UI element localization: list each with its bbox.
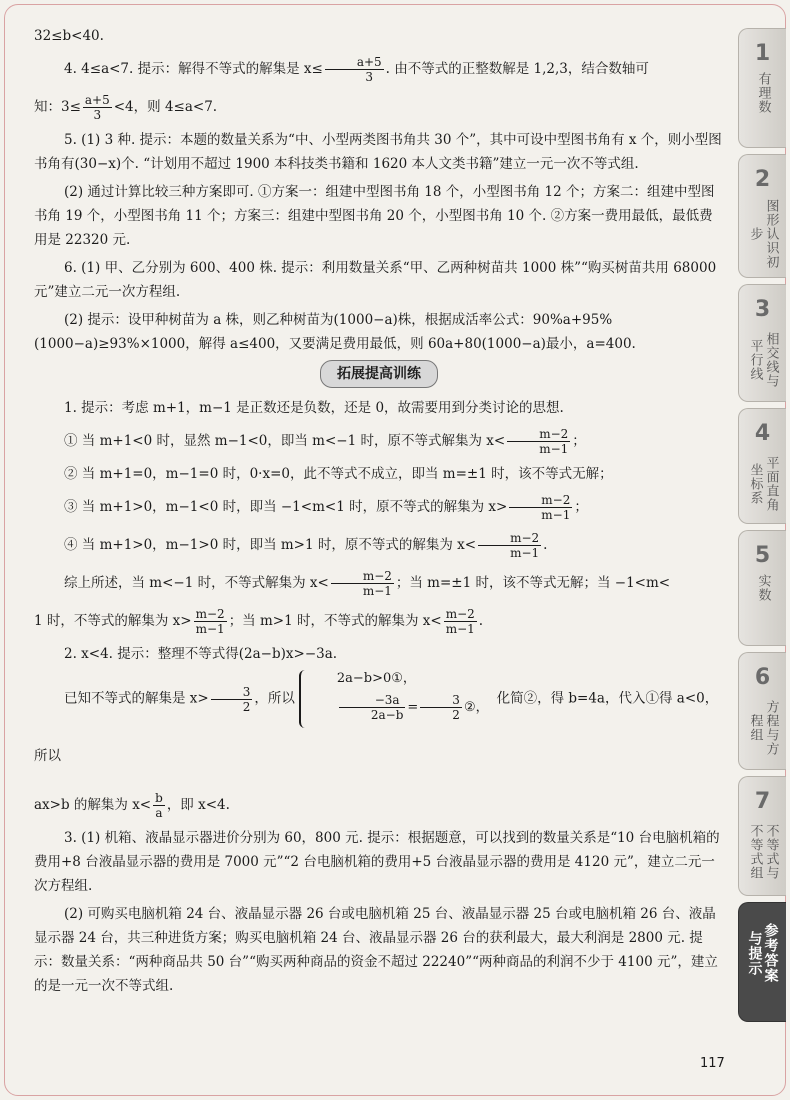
paragraph: (2) 提示：设甲种树苗为 a 株，则乙种树苗为(1000−a)株，根据成活率公式：90%a+95%(1000−a)≥93%×1000，解得 a≤400，又要满足费用最低，则 60a+80(1000−a)最小，a=400.: [34, 312, 636, 352]
fraction: $\frac{a+5}{3}$: [325, 55, 384, 84]
line: 知：3≤ $\frac{a+5}{3}$ <4，则 4≤a<7.: [34, 93, 218, 122]
chapter-tab[interactable]: 6 方程与方程组: [738, 652, 786, 770]
paragraph: 6. (1) 甲、乙分别为 600、400 株. 提示：利用数量关系“甲、乙两种树苗共 1000 株”“购买树苗共用 68000 元”建立二元一次方程组.: [34, 260, 717, 300]
fraction: $\frac{m-2}{m-1}$: [445, 607, 475, 636]
chapter-tab[interactable]: 3 相交线与平行线: [738, 284, 786, 402]
case-line: ④ 当 m+1>0，m−1>0 时，即当 m>1 时，原不等式的解集为 x< $\frac{m-2}{m-1}$ .: [64, 531, 548, 560]
fraction: $\frac{3}{2}$: [211, 685, 253, 714]
paragraph: 5. (1) 3 种. 提示：本题的数量关系为“中、小型两类图书角共 30 个”，其中可设中型图书角有 x 个，则小型图书角有(30−x)个. “计划用不超过 1900 本科技类书籍和 1620 本人文类书籍”建立一元一次不等式组.: [34, 132, 722, 172]
section-title: 拓展提高训练: [34, 360, 724, 388]
paragraph: 3. (1) 机箱、液晶显示器进价分别为 60，800 元. 提示：根据题意，可以找到的数量关系是“10 台电脑机箱的费用+8 台液晶显示器的费用是 7000 元”“2 台电脑机箱的费用+5 台液晶显示器的费用是 4120 元”，建立二元一次方程组.: [34, 830, 720, 894]
line: 32≤b<40.: [34, 28, 104, 44]
system-line: 已知不等式的解集是 x> $\frac{3}{2}$ ，所以 2a−b>0①， $\frac{-3a}{2a-b}$ = $\frac{3}{2}$ ②， 化简②，得 b=4a，代入①得 a<0，所以: [34, 671, 719, 764]
fraction: $\frac{m-2}{m-1}$: [195, 607, 225, 636]
fraction: $\frac{a+5}{3}$: [84, 93, 110, 122]
equation-system: 2a−b>0①， $\frac{-3a}{2a-b}$ = $\frac{3}{2}$ ②，: [299, 670, 493, 728]
chapter-tab[interactable]: 2 图形认识初步: [738, 154, 786, 278]
fraction: $\frac{m-2}{m-1}$: [509, 493, 572, 522]
case-line: ① 当 m+1<0 时，显然 m−1<0，即当 m<−1 时，原不等式解集为 x< $\frac{m-2}{m-1}$ ；: [64, 427, 586, 456]
paragraph: (2) 可购买电脑机箱 24 台、液晶显示器 26 台或电脑机箱 25 台、液晶显示器 25 台或电脑机箱 26 台、液晶显示器 24 台，共三种进货方案；购买电脑机箱 24 台、液晶显示器 26 台的获利最大，最大利润是 2800 元. 提示：数量关系：“两种商品共 50 台”“购买两种商品的资金不超过 22240”“两种商品的利润不少于 4100 元”，建立的是一元一次不等式组.: [34, 906, 718, 994]
paragraph: 2. x<4. 提示：整理不等式得(2a−b)x>−3a.: [64, 646, 338, 662]
answer-text: [34, 24, 724, 1002]
chapter-tab[interactable]: 7 不等式与不等式组: [738, 776, 786, 896]
summary-line: 综上所述，当 m<−1 时，不等式解集为 x< $\frac{m-2}{m-1}$ ；当 m=±1 时，该不等式无解；当 −1<m<: [64, 569, 671, 598]
line: ax>b 的解集为 x< $\frac{b}{a}$ ，即 x<4.: [34, 791, 230, 820]
chapter-tab[interactable]: 5 实数: [738, 530, 786, 646]
fraction: $\frac{m-2}{m-1}$: [331, 569, 394, 598]
fraction: $\frac{m-2}{m-1}$: [478, 531, 541, 560]
chapter-tab[interactable]: 4 平面直角坐标系: [738, 408, 786, 524]
summary-line: 1 时，不等式的解集为 x> $\frac{m-2}{m-1}$ ；当 m>1 时，不等式的解集为 x< $\frac{m-2}{m-1}$ .: [34, 607, 484, 636]
fraction: $\frac{m-2}{m-1}$: [507, 427, 570, 456]
chapter-tab-active[interactable]: 参考答案与提示: [738, 902, 786, 1022]
fraction: $\frac{b}{a}$: [155, 791, 163, 820]
case-line: ③ 当 m+1>0，m−1<0 时，即当 −1<m<1 时，原不等式的解集为 x> $\frac{m-2}{m-1}$ ；: [64, 493, 588, 522]
case-line: ② 当 m+1=0，m−1=0 时，0·x=0，此不等式不成立，即当 m=±1 时，该不等式无解；: [64, 466, 613, 482]
line: 4. 4≤a<7. 提示：解得不等式的解集是 x≤ $\frac{a+5}{3}$ . 由不等式的正整数解是 1,2,3，结合数轴可: [64, 55, 649, 84]
chapter-tab[interactable]: 1 有理数: [738, 28, 786, 148]
paragraph: (2) 通过计算比较三种方案即可. ①方案一：组建中型图书角 18 个，小型图书角 12 个；方案二：组建中型图书角 19 个，小型图书角 11 个；方案三：组建中型图书角 20 个，小型图书角 10 个. ②方案一费用最低，最低费用是 22320 元.: [34, 184, 715, 248]
paragraph: 1. 提示：考虑 m+1，m−1 是正数还是负数，还是 0，故需要用到分类讨论的思想.: [64, 400, 564, 416]
page-number: 117: [700, 1056, 725, 1071]
